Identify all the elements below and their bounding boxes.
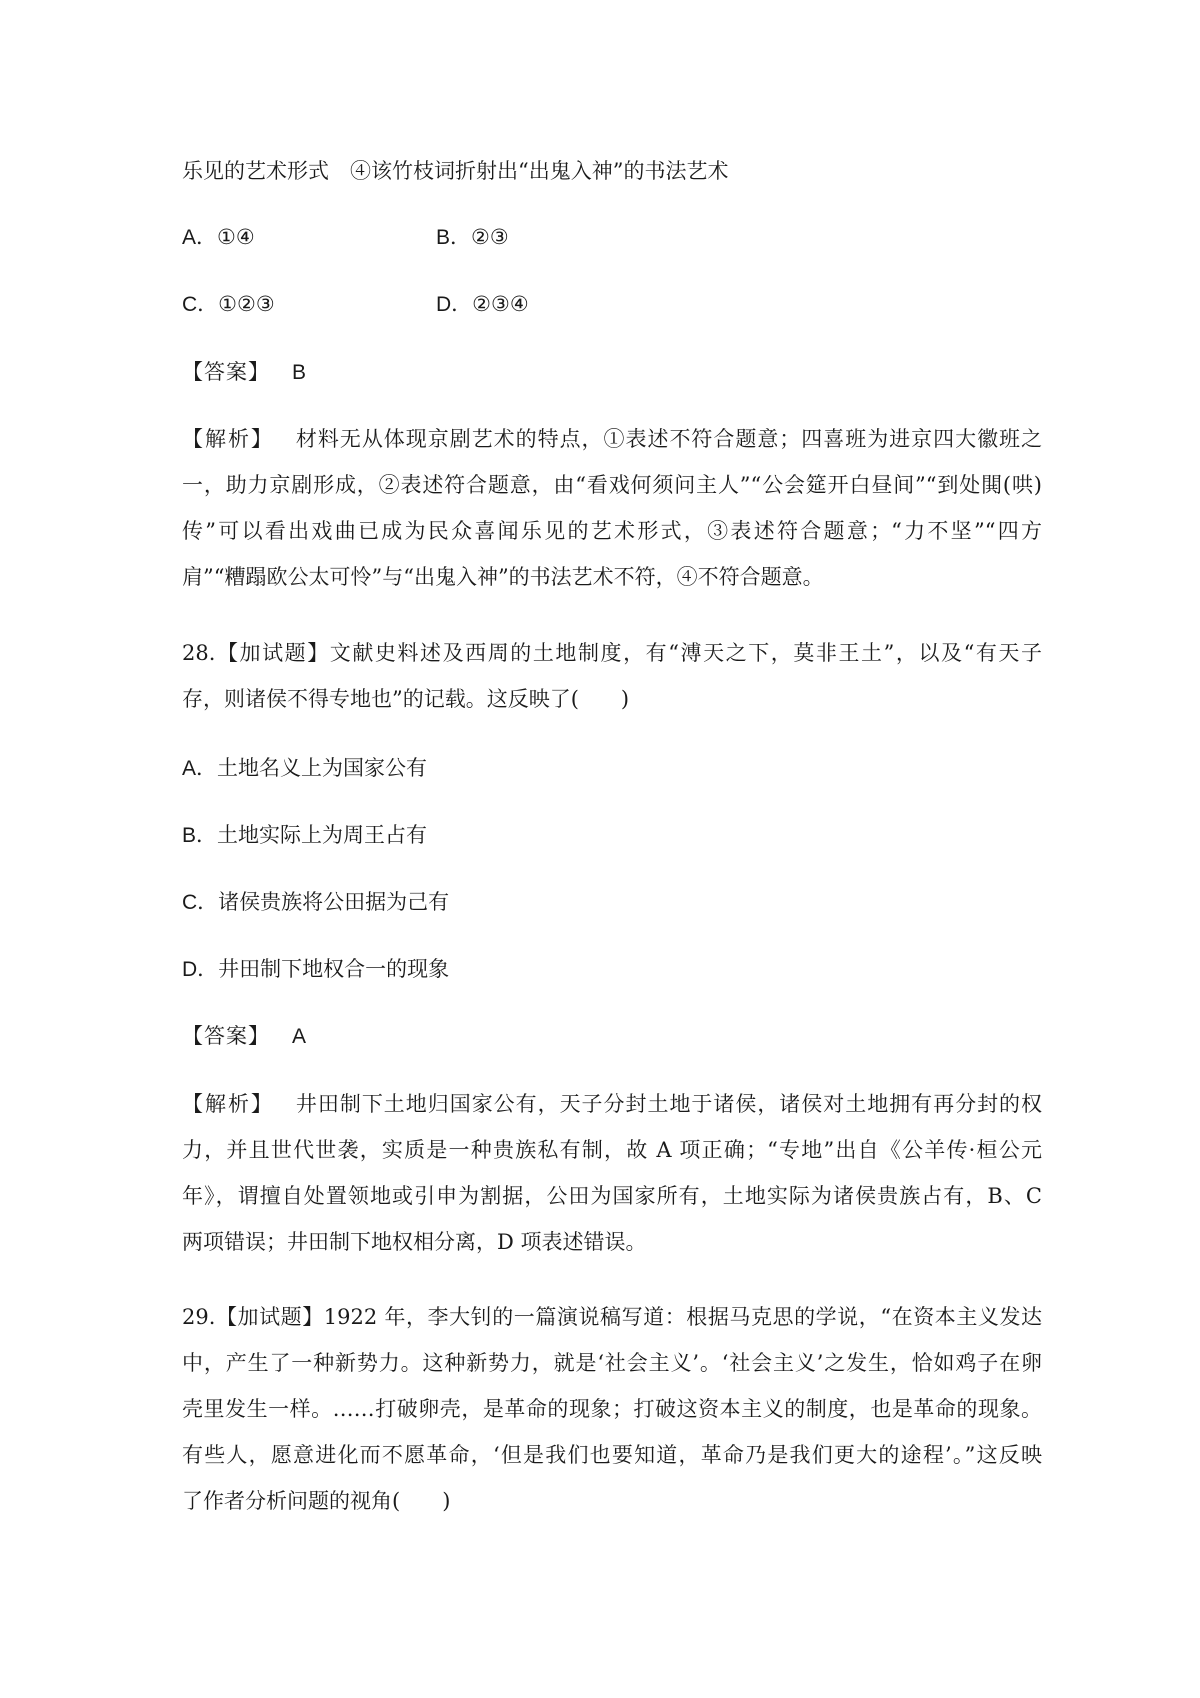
option-letter: C． — [182, 293, 219, 316]
q28-option-d — [182, 954, 449, 985]
option-text: 土地名义上为国家公有 — [217, 756, 428, 780]
q27-option-d — [436, 289, 529, 320]
option-letter: C． — [182, 891, 219, 914]
answer-value: B — [292, 361, 307, 384]
q28-analysis-line-1 — [182, 1089, 1042, 1119]
q27-answer — [182, 357, 306, 388]
q27-tail-line: 乐见的艺术形式 ④该竹枝词折射出“出鬼入神”的书法艺术 — [182, 159, 729, 183]
q29-stem-line-5: 了作者分析问题的视角( ) — [182, 1489, 451, 1513]
q28-stem-line-2: 存，则诸侯不得专地也”的记载。这反映了( ) — [182, 687, 630, 711]
analysis-label: 【解析】 — [182, 427, 274, 451]
q28-stem-line-1: 28.【加试题】文献史料述及西周的土地制度，有“溥天之下，莫非王土”，以及“有天子 — [182, 641, 1042, 665]
q29-stem-line-3: 壳里发生一样。……打破卵壳，是革命的现象；打破这资本主义的制度，也是革命的现象。 — [182, 1397, 1042, 1421]
option-letter: A． — [182, 226, 218, 249]
option-text: ②③ — [471, 225, 509, 249]
q29-stem-line-4: 有些人，愿意进化而不愿革命，‘但是我们也要知道，革命乃是我们更大的途程’。”这反映 — [182, 1443, 1042, 1467]
option-letter: B． — [436, 226, 472, 249]
q27-analysis-line-1 — [182, 424, 1042, 454]
q28-option-b — [182, 820, 427, 851]
answer-label: 【答案】 — [182, 1024, 270, 1048]
option-letter: D． — [182, 958, 219, 981]
option-letter: D． — [436, 293, 473, 316]
q27-option-b — [436, 222, 509, 253]
q28-option-c — [182, 887, 449, 918]
option-text: 土地实际上为周王占有 — [217, 823, 428, 847]
q28-answer — [182, 1021, 306, 1052]
option-letter: B． — [182, 824, 218, 847]
option-text: 诸侯贵族将公田据为己有 — [218, 890, 450, 914]
answer-label: 【答案】 — [182, 360, 270, 384]
q29-stem-line-2: 中，产生了一种新势力。这种新势力，就是‘社会主义’。‘社会主义’之发生，恰如鸡子在卵 — [182, 1351, 1042, 1375]
analysis-text: 材料无从体现京剧艺术的特点，①表述不符合题意；四喜班为进京四大徽班之 — [295, 427, 1043, 451]
q28-option-a — [182, 753, 427, 784]
q27-analysis-line-2: 一，助力京剧形成，②表述符合题意，由“看戏何须问主人”“公会筵开白昼间”“到处閧(哄) — [182, 473, 1042, 497]
q27-option-c — [182, 289, 275, 320]
q27-option-a — [182, 222, 255, 253]
answer-value: A — [292, 1025, 307, 1048]
q28-analysis-line-4: 两项错误；井田制下地权相分离，D 项表述错误。 — [182, 1230, 647, 1254]
option-text: ①②③ — [218, 292, 275, 316]
option-letter: A． — [182, 757, 218, 780]
analysis-label: 【解析】 — [182, 1092, 274, 1116]
q28-analysis-line-3: 年》，谓擅自处置领地或引申为割据，公田为国家所有，土地实际为诸侯贵族占有，B、C — [182, 1184, 1042, 1208]
q27-analysis-line-3: 传”可以看出戏曲已成为民众喜闻乐见的艺术形式，③表述符合题意；“力不坚”“四方 — [182, 519, 1042, 543]
q27-analysis-line-4: 肩”“糟蹋欧公太可怜”与“出鬼入神”的书法艺术不符，④不符合题意。 — [182, 565, 824, 589]
option-text: 井田制下地权合一的现象 — [218, 957, 450, 981]
analysis-text: 井田制下土地归国家公有，天子分封土地于诸侯，诸侯对土地拥有再分封的权 — [295, 1092, 1043, 1116]
q29-stem-line-1: 29.【加试题】1922 年，李大钊的一篇演说稿写道：根据马克思的学说，“在资本主义发达 — [182, 1305, 1042, 1329]
q28-analysis-line-2: 力，并且世代世袭，实质是一种贵族私有制，故 A 项正确；“专地”出自《公羊传·桓公元 — [182, 1138, 1042, 1162]
option-text: ①④ — [217, 225, 255, 249]
option-text: ②③④ — [472, 292, 529, 316]
